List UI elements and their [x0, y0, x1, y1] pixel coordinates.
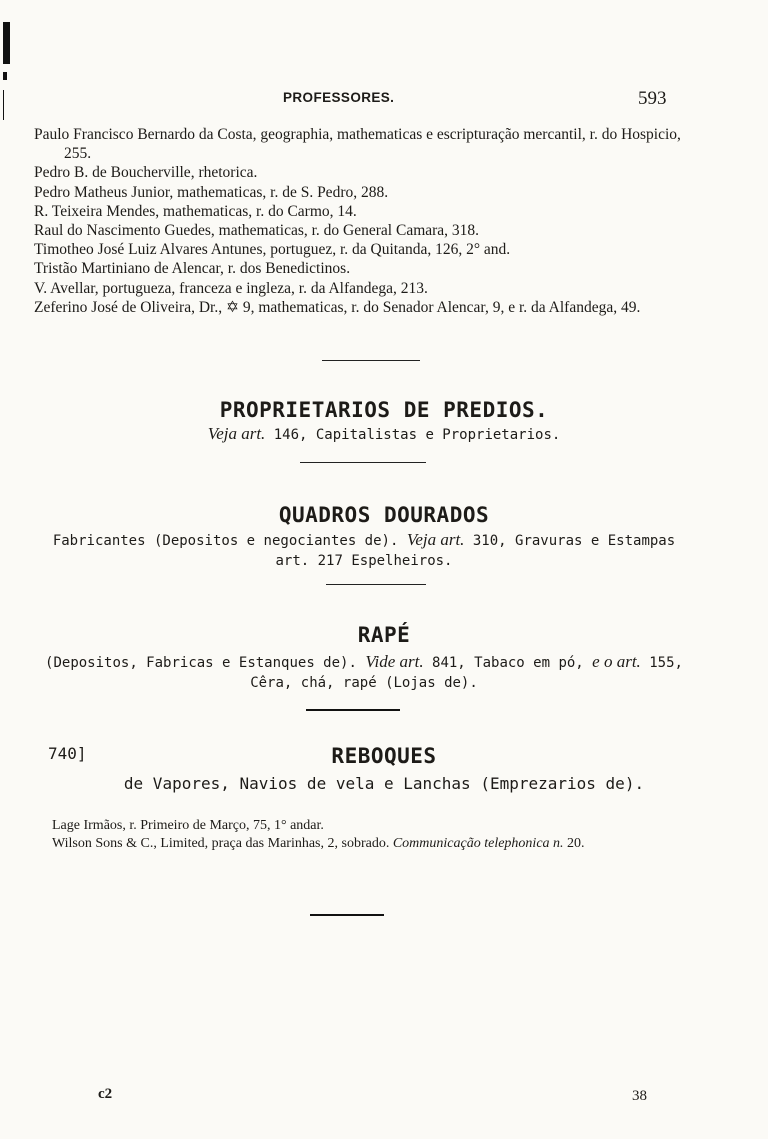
footer-signature: c2 — [98, 1086, 113, 1102]
see-reference: Vide art. — [365, 652, 424, 671]
entry-text: 20. — [567, 836, 585, 851]
list-item: Lage Irmãos, r. Primeiro de Março, 75, 1° andar. — [52, 818, 324, 833]
footer-sheet-number: 38 — [632, 1088, 647, 1104]
section-divider — [300, 462, 426, 463]
list-item: Pedro B. de Boucherville, rhetorica. — [34, 164, 258, 182]
note-text: 841, Tabaco em pó, — [432, 655, 584, 671]
list-item: Zeferino José de Oliveira, Dr., ✡ 9, mathematicas, r. do Senador Alencar, 9, e r. da Alfandega, 49. — [34, 298, 641, 316]
see-reference-target: 146, Capitalistas e Proprietarios. — [273, 427, 561, 443]
section-divider — [326, 584, 426, 585]
see-reference: e o art. — [592, 652, 641, 671]
professor-list — [34, 125, 694, 317]
see-reference: Veja art. — [406, 530, 465, 549]
entry-italic: Communicação telephonica n. — [392, 836, 564, 851]
section-title-proprietarios: PROPRIETARIOS DE PREDIOS. — [219, 398, 549, 422]
section-subtitle-reboques: de Vapores, Navios de vela e Lanchas (Emprezarios de). — [123, 774, 645, 793]
section-note-rape — [44, 652, 684, 693]
list-item — [52, 835, 702, 853]
list-item: Timotheo José Luiz Alvares Antunes, portuguez, r. da Quitanda, 126, 2° and. — [34, 241, 511, 259]
list-item: Paulo Francisco Bernardo da Costa, geographia, mathematicas e escripturação mercantil, r. do Hospicio, 255. — [34, 126, 681, 163]
list-item: Raul do Nascimento Guedes, mathematicas, r. do General Camara, 318. — [34, 222, 480, 240]
entry-text: Wilson Sons & C., Limited, praça das Marinhas, 2, sobrado. — [52, 836, 390, 851]
reboques-list — [52, 817, 702, 853]
signature-mark: 740] — [48, 744, 87, 763]
binding-edge-mark — [3, 22, 10, 64]
note-text: 310, Gravuras e Estampas art. 217 Espelheiros. — [275, 533, 676, 569]
section-divider — [322, 360, 420, 361]
section-title-reboques: REBOQUES — [331, 744, 437, 768]
page-header — [0, 90, 768, 112]
see-reference: Veja art. — [207, 424, 266, 443]
note-text: (Depositos, Fabricas e Estanques de). — [45, 655, 357, 671]
list-item: Pedro Matheus Junior, mathematicas, r. de S. Pedro, 288. — [34, 183, 389, 201]
section-divider — [310, 914, 384, 916]
list-item: Tristão Martiniano de Alencar, r. dos Benedictinos. — [34, 260, 351, 278]
section-note-quadros — [46, 530, 682, 571]
section-note-proprietarios — [0, 424, 768, 445]
section-title-quadros: QUADROS DOURADOS — [278, 503, 490, 527]
note-text: Fabricantes (Depositos e negociantes de). — [52, 533, 399, 549]
list-item: R. Teixeira Mendes, mathematicas, r. do Carmo, 14. — [34, 202, 357, 220]
note-text: 155, Cêra, chá, rapé (Lojas de). — [250, 655, 683, 691]
running-head: PROFESSORES. — [283, 90, 395, 105]
section-divider — [306, 709, 400, 711]
page-number: 593 — [638, 88, 667, 109]
binding-edge-mark-small — [3, 72, 7, 80]
section-title-rape: RAPÉ — [357, 623, 411, 647]
list-item: V. Avellar, portugueza, franceza e ingleza, r. da Alfandega, 213. — [34, 279, 428, 297]
